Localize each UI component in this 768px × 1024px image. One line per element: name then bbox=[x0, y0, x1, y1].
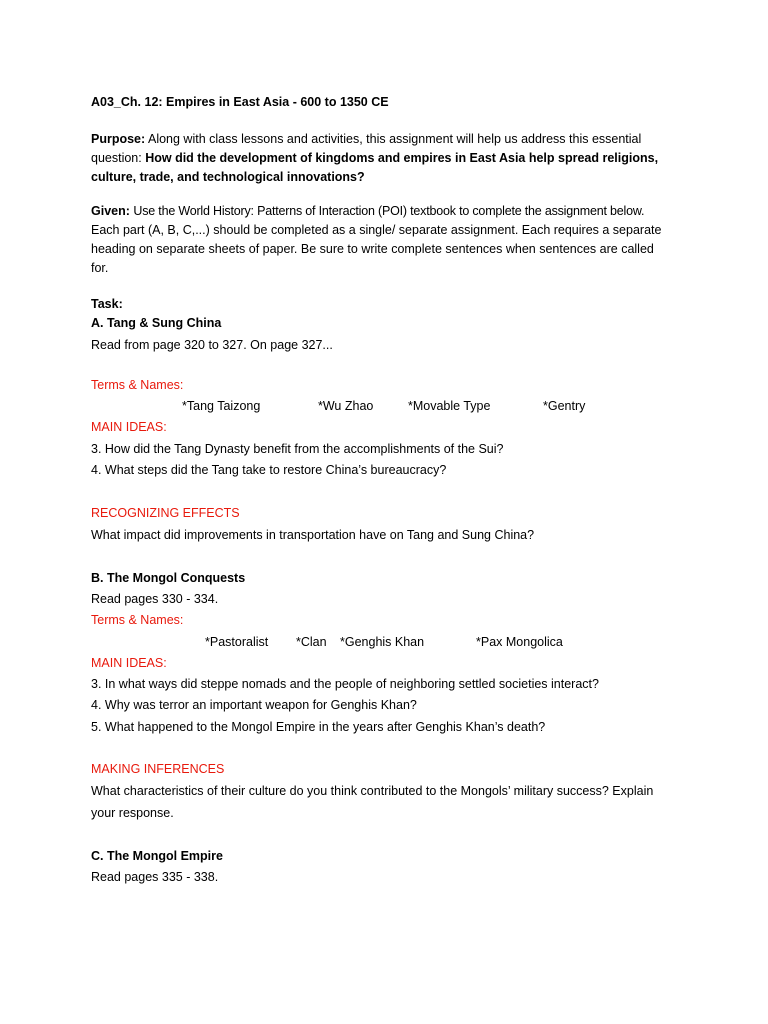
given-label: Given: bbox=[91, 204, 130, 218]
given-text-1: Use the World History: Patterns of Interaction (POI) textbook to complete the assignment below. bbox=[133, 204, 645, 218]
document-title: A03_Ch. 12: Empires in East Asia - 600 to 1350 CE bbox=[91, 95, 389, 109]
section-b-term: *Pastoralist bbox=[205, 635, 269, 649]
section-b-term: *Genghis Khan bbox=[340, 635, 425, 649]
section-a-heading: A. Tang & Sung China bbox=[91, 316, 222, 330]
section-b-term: *Pax Mongolica bbox=[476, 635, 563, 649]
section-b-reading: Read pages 330 - 334. bbox=[91, 592, 219, 606]
section-a-skill-label: RECOGNIZING EFFECTS bbox=[91, 506, 240, 520]
section-a-term: *Gentry bbox=[543, 399, 586, 413]
section-a-terms-label: Terms & Names: bbox=[91, 378, 184, 392]
given-line-2: Each part (A, B, C,...) should be completed as a single/ separate assignment. Each requires a separate bbox=[91, 223, 662, 237]
section-b-main-idea: 4. Why was terror an important weapon for Genghis Khan? bbox=[91, 698, 417, 712]
section-b-heading: B. The Mongol Conquests bbox=[91, 571, 246, 585]
task-label: Task: bbox=[91, 297, 123, 311]
purpose-label: Purpose: bbox=[91, 132, 146, 146]
section-a-main-idea: 3. How did the Tang Dynasty benefit from the accomplishments of the Sui? bbox=[91, 442, 504, 456]
section-b-terms-label: Terms & Names: bbox=[91, 613, 184, 627]
purpose-line-2 bbox=[91, 150, 658, 166]
essential-question-line-3: culture, trade, and technological innovations? bbox=[91, 170, 365, 184]
section-b-skill-question-line-2: your response. bbox=[91, 806, 174, 820]
section-b-term: *Clan bbox=[296, 635, 327, 649]
given-line-4: for. bbox=[91, 261, 109, 275]
section-a-main-idea: 4. What steps did the Tang take to restore China’s bureaucracy? bbox=[91, 463, 447, 477]
section-b-main-ideas-label: MAIN IDEAS: bbox=[91, 656, 167, 670]
section-a-reading: Read from page 320 to 327. On page 327... bbox=[91, 338, 333, 352]
section-b-skill-question-line-1: What characteristics of their culture do you think contributed to the Mongols’ military success? Explain bbox=[91, 784, 654, 798]
essential-question-line-2: How did the development of kingdoms and empires in East Asia help spread religions, bbox=[145, 151, 659, 165]
section-a-term: *Movable Type bbox=[408, 399, 491, 413]
purpose-question-prefix: question: bbox=[91, 151, 142, 165]
section-a-term: *Tang Taizong bbox=[182, 399, 261, 413]
section-b-main-idea: 3. In what ways did steppe nomads and the people of neighboring settled societies interact? bbox=[91, 677, 599, 691]
section-c-heading: C. The Mongol Empire bbox=[91, 849, 223, 863]
purpose-text: Along with class lessons and activities, this assignment will help us address this essential bbox=[147, 132, 642, 146]
given-line-1 bbox=[91, 203, 644, 219]
purpose-line-1 bbox=[91, 131, 641, 147]
given-line-3: heading on separate sheets of paper. Be sure to write complete sentences when sentences are called bbox=[91, 242, 654, 256]
section-b-skill-label: MAKING INFERENCES bbox=[91, 762, 225, 776]
section-a-main-ideas-label: MAIN IDEAS: bbox=[91, 420, 167, 434]
section-a-term: *Wu Zhao bbox=[318, 399, 374, 413]
section-b-main-idea: 5. What happened to the Mongol Empire in the years after Genghis Khan’s death? bbox=[91, 720, 546, 734]
section-c-reading: Read pages 335 - 338. bbox=[91, 870, 219, 884]
section-a-skill-question: What impact did improvements in transportation have on Tang and Sung China? bbox=[91, 528, 535, 542]
